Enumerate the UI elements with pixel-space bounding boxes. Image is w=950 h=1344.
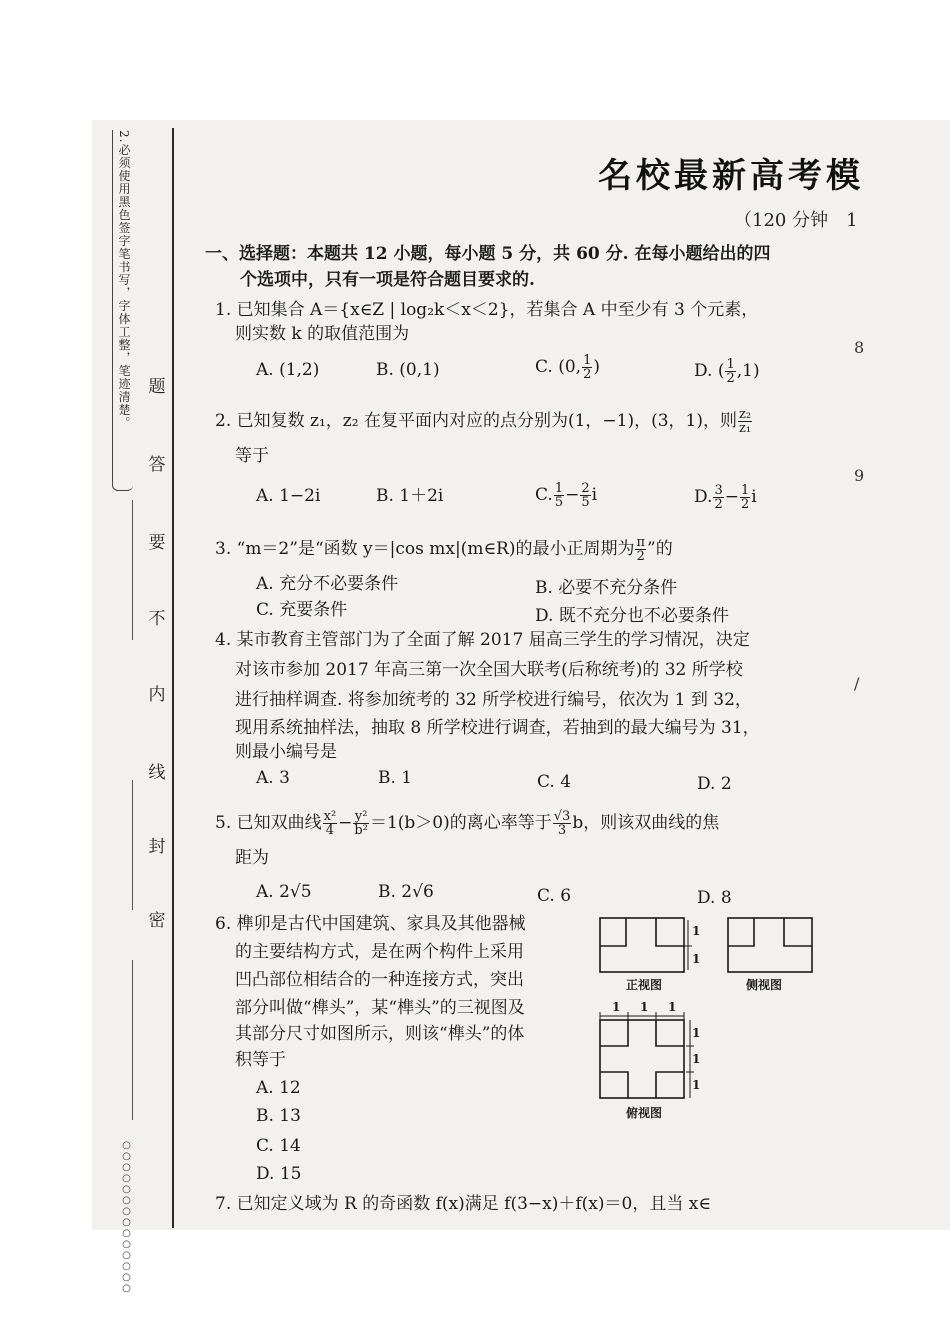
q4-stem-cont: 进行抽样调查. 将参加统考的 32 所学校进行编号，依次为 1 到 32，: [235, 690, 752, 710]
q1-stem: 1. 已知集合 A＝{x∈Z | log₂k＜x＜2}，若集合 A 中至少有 3 个元素，: [215, 300, 759, 320]
q5-option-a: A. 2√5: [256, 882, 312, 902]
top-view-dim: 1: [668, 1000, 677, 1014]
q6-stem-cont: 其部分尺寸如图所示，则该“榫头”的体: [235, 1024, 525, 1044]
top-view-dim: 1: [692, 1078, 701, 1092]
fill-line: [132, 500, 133, 640]
top-view-label: 俯视图: [626, 1106, 663, 1120]
binding-instructions: 2.必须使用黑色签字笔书写，字体工整，笔迹清楚。: [112, 130, 133, 491]
q6-stem-cont: 的主要结构方式，是在两个构件上采用: [235, 942, 524, 962]
q6-stem-cont: 凹凸部位相结合的一种连接方式，突出: [235, 970, 524, 990]
q6-stem-cont: 部分叫做“榫头”，某“榫头”的三视图及: [235, 998, 525, 1018]
q2-option-b: B. 1＋2i: [376, 486, 444, 506]
q1-option-a: A. (1,2): [256, 360, 320, 380]
q3-stem: 3. “m＝2”是“函数 y＝|cos mx|(m∈R)的最小正周期为 $\frac{\pi}{2}$ ”的: [215, 535, 673, 564]
side-view-label: 侧视图: [746, 978, 783, 992]
top-view-dim: 1: [692, 1052, 701, 1066]
q3-option-c: C. 充要条件: [256, 600, 348, 620]
front-view-dim: 1: [692, 952, 701, 966]
q2-option-a: A. 1−2i: [256, 486, 321, 506]
page-title: 名校最新高考模: [598, 156, 864, 196]
q4-stem-cont: 对该市参加 2017 年高三第一次全国大联考(后称统考)的 32 所学校: [235, 660, 743, 680]
top-view-dim: 1: [640, 1000, 649, 1014]
fill-line: [132, 960, 133, 1120]
q6-option-a: A. 12: [256, 1078, 301, 1098]
top-view-dim: 1: [692, 1026, 701, 1040]
q5-option-d: D. 8: [697, 888, 732, 908]
q6-stem: 6. 榫卯是古代中国建筑、家具及其他器械: [215, 914, 526, 934]
side-view-figure: [726, 916, 814, 974]
seal-char: 要: [148, 533, 166, 553]
q4-option-d: D. 2: [697, 774, 732, 794]
q2-option-c: C. $\frac{1}{5}$ − $\frac{2}{5}$ i: [535, 481, 598, 510]
q6-option-d: D. 15: [256, 1164, 302, 1184]
edge-mark: 8: [854, 338, 865, 357]
page-subtitle: （120 分钟 1: [734, 210, 858, 231]
q4-stem-cont: 则最小编号是: [235, 742, 337, 762]
q5-stem-cont: 距为: [235, 848, 269, 868]
edge-mark: /: [854, 674, 860, 693]
section-heading: 一、选择题：本题共 12 小题，每小题 5 分，共 60 分. 在每小题给出的四: [205, 244, 771, 264]
seal-char: 封: [148, 837, 166, 857]
q1-option-c: C. (0, $\frac{1}{2}$ ): [535, 353, 600, 382]
front-view-label: 正视图: [626, 978, 663, 992]
q6-stem-cont: 积等于: [235, 1050, 286, 1070]
q2-stem: 2. 已知复数 z₁，z₂ 在复平面内对应的点分别为(1，−1)，(3，1)，则 $\frac{\text{z₂}}{\text{z₁}}$: [215, 407, 752, 436]
seal-char: 不: [148, 609, 166, 629]
q2-option-d: D. $\frac{3}{2}$ − $\frac{1}{2}$ i: [694, 483, 757, 512]
q4-option-a: A. 3: [256, 768, 290, 788]
seal-char: 题: [148, 377, 166, 397]
q1-option-d: D. ( $\frac{1}{2}$ ,1): [694, 357, 760, 386]
front-view-figure: [598, 916, 704, 978]
q1-stem-cont: 则实数 k 的取值范围为: [235, 324, 410, 344]
q3-option-a: A. 充分不必要条件: [256, 574, 399, 594]
q6-option-c: C. 14: [256, 1136, 301, 1156]
q5-stem: 5. 已知双曲线 $\frac{\text{x²}}{4}$ − $\frac{\text{y²}}{\text{b²}}$ ＝1(b＞0)的离心率等于 $\frac{√3}{3}$ b，则该双曲线的焦: [215, 809, 720, 838]
fill-line: [132, 780, 133, 910]
q2-stem-cont: 等于: [235, 446, 269, 466]
q5-option-b: B. 2√6: [378, 882, 434, 902]
seal-char: 答: [148, 455, 166, 475]
q7-stem: 7. 已知定义域为 R 的奇函数 f(x)满足 f(3−x)＋f(x)＝0，且当 x∈: [215, 1194, 711, 1214]
q5-option-c: C. 6: [537, 886, 572, 906]
edge-mark: 9: [854, 466, 865, 485]
binding-line: [172, 128, 174, 1228]
q4-stem: 4. 某市教育主管部门为了全面了解 2017 届高三学生的学习情况，决定: [215, 630, 750, 650]
q6-option-b: B. 13: [256, 1106, 301, 1126]
q4-option-b: B. 1: [378, 768, 413, 788]
q4-option-c: C. 4: [537, 772, 572, 792]
q3-option-b: B. 必要不充分条件: [535, 578, 678, 598]
section-heading-cont: 个选项中，只有一项是符合题目要求的.: [240, 270, 535, 290]
top-view-dim: 1: [612, 1000, 621, 1014]
q4-stem-cont: 现用系统抽样法，抽取 8 所学校进行调查，若抽到的最大编号为 31，: [235, 718, 760, 738]
seal-char: 内: [148, 685, 166, 705]
seal-char: 密: [148, 911, 166, 931]
front-view-dim: 1: [692, 924, 701, 938]
seal-char: 线: [148, 763, 166, 783]
q1-option-b: B. (0,1): [376, 360, 440, 380]
binding-circles: ○○○○○○○○○○○○○○: [121, 1140, 132, 1294]
q3-option-d: D. 既不充分也不必要条件: [535, 606, 729, 626]
top-view-figure: [598, 1012, 701, 1102]
